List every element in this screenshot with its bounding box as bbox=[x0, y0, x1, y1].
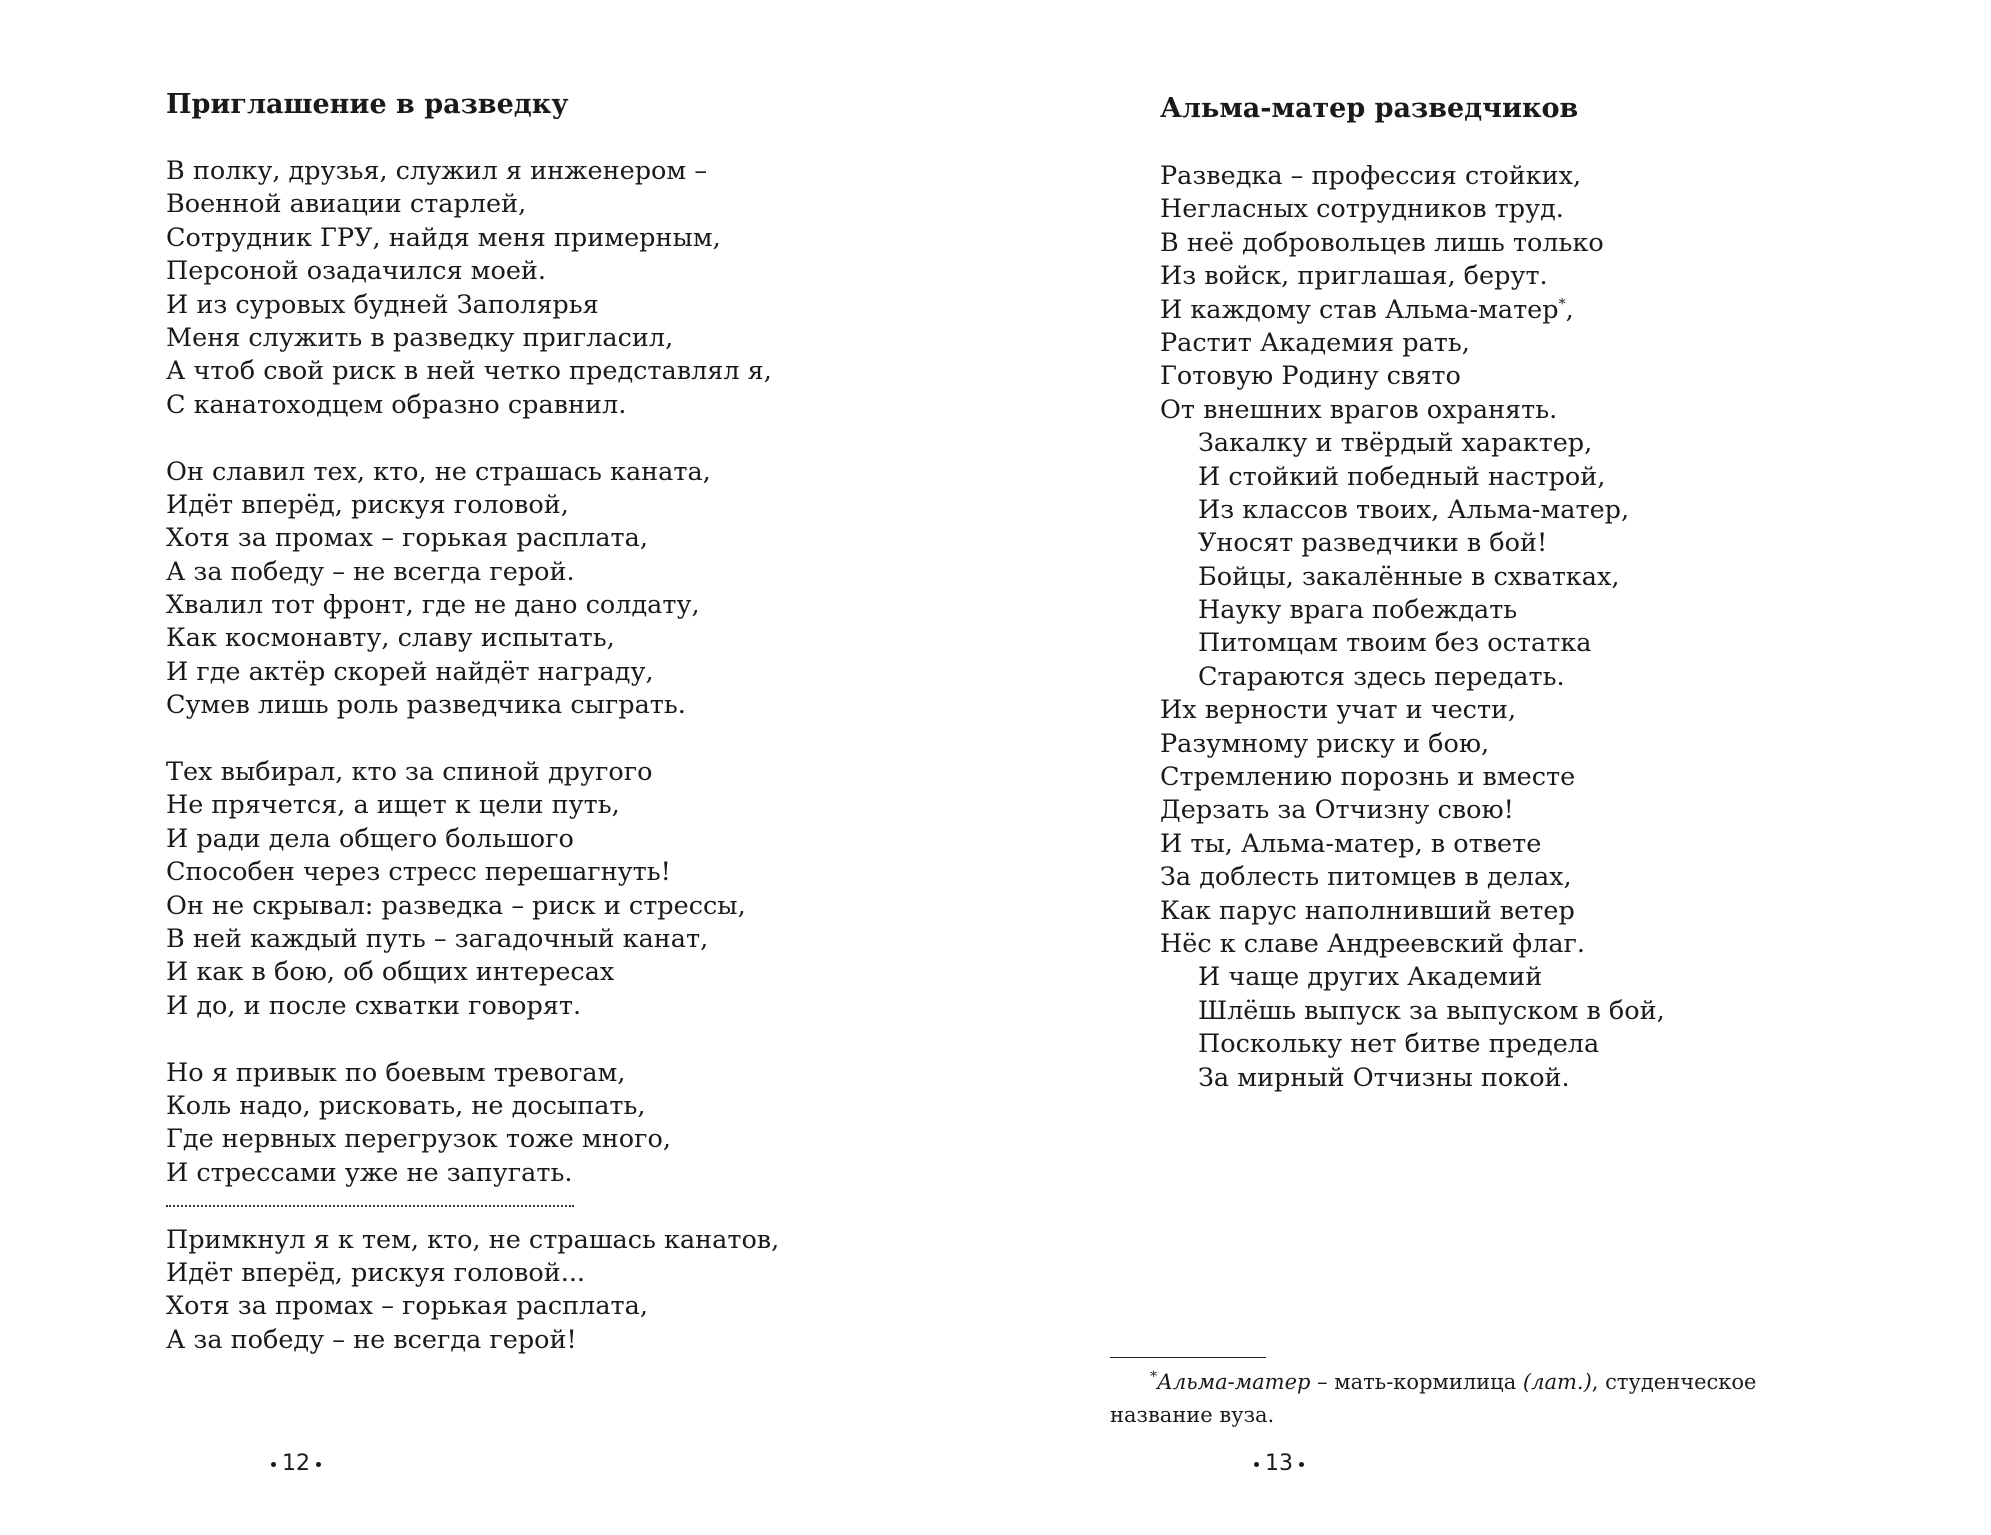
poem-line bbox=[1160, 861, 1665, 894]
poem-line: Примкнул я к тем, кто, не страшась канатов, bbox=[166, 1224, 780, 1255]
footnote-rest: , студенческое название вуза. bbox=[1110, 1370, 1757, 1427]
page-number-dot-icon bbox=[1254, 1462, 1259, 1467]
poem-line bbox=[1160, 494, 1665, 527]
poem-line bbox=[1160, 728, 1665, 761]
poem-line: А чтоб свой риск в ней четко представлял я, bbox=[166, 356, 772, 387]
poem-line: Способен через стресс перешагнуть! bbox=[166, 857, 671, 888]
poem-line-text: Уносят разведчики в бой! bbox=[1198, 528, 1548, 559]
left-page-number: 12 bbox=[265, 1450, 327, 1478]
page-number-dot-icon bbox=[316, 1462, 321, 1467]
poem-line-text: И ты, Альма-матер, в ответе bbox=[1160, 828, 1542, 859]
poem-line: Идёт вперёд, рискуя головой, bbox=[166, 489, 569, 520]
poem-line-text: Нёс к славе Андреевский флаг. bbox=[1160, 928, 1586, 959]
poem-line bbox=[1160, 995, 1665, 1028]
poem-line: Идёт вперёд, рискуя головой... bbox=[166, 1257, 586, 1288]
stanza-gap bbox=[166, 723, 779, 756]
poem-line-text: И каждому став Альма-матер bbox=[1160, 294, 1559, 325]
poem-line: Хотя за промах – горькая расплата, bbox=[166, 523, 648, 554]
stanza-gap bbox=[166, 1023, 779, 1056]
poem-line-text: Из классов твоих, Альма-матер, bbox=[1198, 494, 1630, 525]
poem-line-text: Стараются здесь передать. bbox=[1198, 661, 1565, 692]
poem-line-text: Как парус наполнивший ветер bbox=[1160, 895, 1575, 926]
right-page-number: 13 bbox=[1248, 1450, 1310, 1478]
poem-line: И до, и после схватки говорят. bbox=[166, 990, 582, 1021]
right-poem-body bbox=[1160, 160, 1665, 1095]
poem-line: Он славил тех, кто, не страшась каната, bbox=[166, 456, 711, 487]
poem-line bbox=[1160, 327, 1665, 360]
poem-line bbox=[1160, 627, 1665, 660]
poem-line-text: За мирный Отчизны покой. bbox=[1198, 1062, 1570, 1093]
poem-line: В полку, друзья, служил я инженером – bbox=[166, 156, 708, 186]
poem-line bbox=[1160, 260, 1665, 293]
poem-line: И стрессами уже не запугать. bbox=[166, 1157, 573, 1188]
poem-line bbox=[1160, 895, 1665, 928]
poem-line-text: Разумному риску и бою, bbox=[1160, 728, 1490, 759]
right-poem-title: Альма-матер разведчиков bbox=[1160, 93, 1579, 124]
poem-line-text: Готовую Родину свято bbox=[1160, 361, 1461, 392]
poem-line-text: За доблесть питомцев в делах, bbox=[1160, 862, 1572, 893]
poem-line-punctuation: , bbox=[1565, 294, 1574, 325]
poem-line: Хвалил тот фронт, где не дано солдату, bbox=[166, 590, 700, 621]
footnote-language: (лат.) bbox=[1522, 1370, 1592, 1394]
poem-line-text: Дерзать за Отчизну свою! bbox=[1160, 795, 1514, 826]
poem-line-text: Из войск, приглашая, берут. bbox=[1160, 261, 1548, 292]
poem-line bbox=[1160, 561, 1665, 594]
poem-line bbox=[1160, 1028, 1665, 1061]
poem-line bbox=[1160, 427, 1665, 460]
poem-line bbox=[1160, 961, 1665, 994]
poem-line-text: Негласных сотрудников труд. bbox=[1160, 194, 1564, 225]
poem-line bbox=[1160, 360, 1665, 393]
poem-line: Он не скрывал: разведка – риск и стрессы, bbox=[166, 890, 746, 921]
poem-line: И из суровых будней Заполярья bbox=[166, 289, 599, 320]
footnote-reference-mark: * bbox=[1558, 296, 1566, 313]
footnote-divider bbox=[1110, 1357, 1266, 1358]
poem-line: Не прячется, а ищет к цели путь, bbox=[166, 790, 620, 821]
poem-line-text: И стойкий победный настрой, bbox=[1198, 461, 1606, 492]
poem-line-text: Их верности учат и чести, bbox=[1160, 695, 1517, 726]
footnote bbox=[1110, 1366, 1855, 1432]
left-poem-title: Приглашение в разведку bbox=[166, 89, 569, 120]
footnote-term: Альма-матер bbox=[1157, 1370, 1311, 1394]
poem-line bbox=[1160, 193, 1665, 226]
poem-line: Персоной озадачился моей. bbox=[166, 256, 547, 287]
poem-line: И где актёр скорей найдёт награду, bbox=[166, 656, 654, 687]
stanza-gap bbox=[166, 422, 779, 455]
poem-line bbox=[1160, 527, 1665, 560]
omission-dotted-line bbox=[166, 1190, 574, 1223]
poem-line-text: Растит Академия рать, bbox=[1160, 327, 1470, 358]
page-number-dot-icon bbox=[1299, 1462, 1304, 1467]
poem-line bbox=[1160, 294, 1665, 327]
poem-line-text: Бойцы, закалённые в схватках, bbox=[1198, 561, 1620, 592]
poem-line bbox=[1160, 694, 1665, 727]
poem-line bbox=[1160, 160, 1665, 193]
poem-line: Военной авиации старлей, bbox=[166, 189, 527, 220]
poem-line-text: И чаще других Академий bbox=[1198, 962, 1543, 993]
poem-line-text: Питомцам твоим без остатка bbox=[1198, 628, 1592, 659]
poem-line-text: Науку врага побеждать bbox=[1198, 595, 1518, 626]
poem-line bbox=[1160, 928, 1665, 961]
poem-line-text: В неё добровольцев лишь только bbox=[1160, 227, 1604, 258]
poem-line: Как космонавту, славу испытать, bbox=[166, 623, 615, 654]
footnote-mark: * bbox=[1150, 1369, 1157, 1385]
poem-line-text: Закалку и твёрдый характер, bbox=[1198, 428, 1593, 459]
poem-line: Сотрудник ГРУ, найдя меня примерным, bbox=[166, 222, 721, 253]
poem-line: И ради дела общего большого bbox=[166, 823, 574, 854]
poem-line: Сумев лишь роль разведчика сыграть. bbox=[166, 690, 686, 721]
poem-line bbox=[1160, 394, 1665, 427]
poem-line: А за победу – не всегда герой! bbox=[166, 1324, 577, 1355]
poem-line bbox=[1160, 1062, 1665, 1095]
poem-line-text: Поскольку нет битве предела bbox=[1198, 1029, 1600, 1060]
left-page bbox=[0, 0, 995, 1535]
poem-line: А за победу – не всегда герой. bbox=[166, 556, 575, 587]
left-poem-body bbox=[166, 155, 779, 1357]
poem-line bbox=[1160, 794, 1665, 827]
right-page bbox=[995, 0, 1991, 1535]
poem-line bbox=[1160, 227, 1665, 260]
poem-line: Коль надо, рисковать, не досыпать, bbox=[166, 1090, 646, 1121]
poem-line: Хотя за промах – горькая расплата, bbox=[166, 1291, 648, 1322]
poem-line-text: От внешних врагов охранять. bbox=[1160, 394, 1558, 425]
poem-line bbox=[1160, 761, 1665, 794]
poem-line bbox=[1160, 594, 1665, 627]
poem-line: Тех выбирал, кто за спиной другого bbox=[166, 757, 653, 788]
poem-line: Но я привык по боевым тревогам, bbox=[166, 1057, 626, 1088]
poem-line: Меня служить в разведку пригласил, bbox=[166, 322, 674, 353]
poem-line bbox=[1160, 828, 1665, 861]
footnote-dash: – мать-кормилица bbox=[1310, 1370, 1523, 1394]
poem-line-text: Шлёшь выпуск за выпуском в бой, bbox=[1198, 995, 1665, 1026]
poem-line bbox=[1160, 461, 1665, 494]
poem-line-text: Разведка – профессия стойких, bbox=[1160, 161, 1582, 191]
poem-line: С канатоходцем образно сравнил. bbox=[166, 389, 627, 420]
poem-line: Где нервных перегрузок тоже много, bbox=[166, 1124, 671, 1155]
poem-line-text: Стремлению порознь и вместе bbox=[1160, 762, 1576, 793]
poem-line: И как в бою, об общих интересах bbox=[166, 957, 615, 988]
page-number-dot-icon bbox=[271, 1462, 276, 1467]
poem-line bbox=[1160, 661, 1665, 694]
poem-line: В ней каждый путь – загадочный канат, bbox=[166, 923, 709, 954]
